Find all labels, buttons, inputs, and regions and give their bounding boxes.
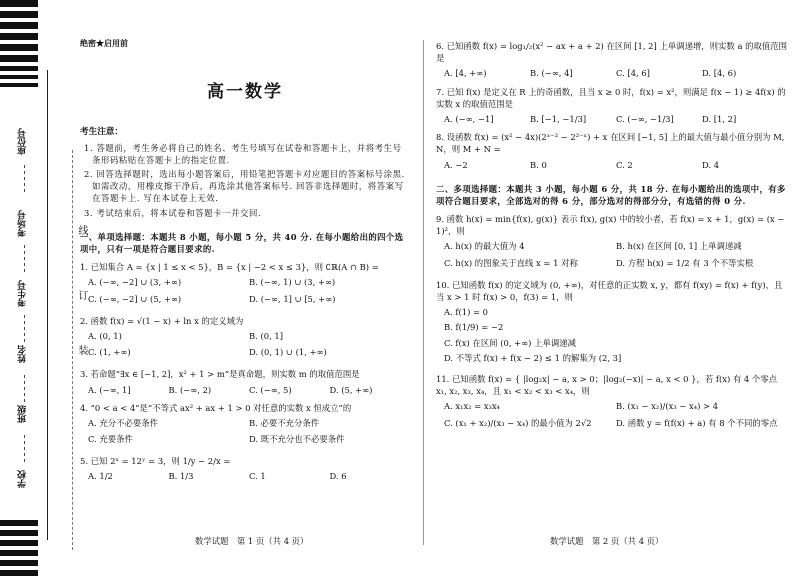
question-stem: 2. 函数 f(x) = √(1 − x) + ln x 的定义域为 [80, 315, 244, 326]
confidential-mark: 绝密★启用前 [80, 38, 128, 48]
answer-options [444, 113, 788, 125]
answer-option: B. (−∞, 2) [168, 384, 212, 395]
answer-option: A. (0, 1) [88, 330, 122, 341]
binding-line [47, 70, 48, 540]
answer-option: A. h(x) 的最大值为 4 [444, 241, 525, 252]
answer-options [444, 306, 788, 367]
answer-option: A. (−∞, −2] ∪ (3, +∞) [88, 277, 182, 288]
student-number-label: 考生号 [18, 280, 28, 307]
answer-option: D. 4 [702, 159, 720, 170]
page-divider [423, 40, 424, 545]
question-list [436, 40, 788, 171]
answer-option: C. 充要条件 [88, 434, 133, 445]
answer-option: B. 必要不充分条件 [249, 417, 320, 428]
answer-options [88, 384, 410, 396]
question-stem: 7. 已知 f(x) 是定义在 R 上的奇函数，且当 x ≥ 0 时，f(x) = x²，则满足 f(x − 1) ≥ 4f(x) 的实数 x 的取值范围是 [436, 86, 786, 109]
seal-char-line: 线 [76, 225, 87, 235]
answer-option: B. f(1/9) = −2 [444, 322, 504, 333]
answer-option: D. 不等式 f(x) + f(x − 2) ≤ 1 的解集为 (2, 3] [444, 352, 622, 363]
answer-options [444, 240, 788, 272]
answer-option: A. −2 [444, 159, 468, 170]
class-label: 班级 [18, 405, 28, 423]
question-stem: 8. 设函数 f(x) = (x² − 4x)(2ˣ⁻² − 2²⁻ˣ) + x 在区间 [−1, 5] 上的最大值与最小值分别为 M, N，则 M + N = [436, 132, 785, 155]
section-1-heading: 一、单项选择题：本题共 8 小题，每小题 5 分，共 40 分. 在每小题给出的四个选项中，只有一项是符合题目要求的. [80, 231, 404, 254]
question-stem: 4. “0 < a < 4”是“不等式 ax² + ax + 1 > 0 对任意的实数 x 恒成立”的 [80, 402, 352, 413]
answer-option: A. 1/2 [88, 471, 113, 482]
answer-option: A. (−∞, −1] [444, 113, 494, 124]
question-stem: 3. 若命题“∃x ∈ [−1, 2]，x² + 1 > m”是真命题，则实数 m 的取值范围是 [80, 369, 360, 380]
exam-room-label: 考场号 [18, 210, 28, 237]
answer-option: B. (−∞, 4] [530, 68, 573, 79]
answer-option: C. f(x) 在区间 (0, +∞) 上单调递减 [444, 337, 576, 348]
answer-options [88, 470, 410, 482]
answer-option: D. 函数 y = f(f(x) + a) 有 8 个不同的零点 [616, 417, 778, 428]
seal-char-ding: 订 [76, 290, 87, 300]
binding-margin [0, 0, 64, 579]
question-stem: 9. 函数 h(x) = min{f(x), g(x)} 表示 f(x), g(x) 中的较小者，若 f(x) = x + 1，g(x) = (x − 1)²，则 [436, 214, 785, 237]
answer-options [88, 417, 410, 449]
answer-option: C. (−∞, −1/3] [616, 113, 674, 124]
question-stem: 1. 已知集合 A = {x | 1 ≤ x < 5}，B = {x | −2 < x ≤ 3}，则 ∁ℝ(A ∩ B) = [80, 262, 379, 273]
exam-title: 高一数学 [207, 81, 283, 102]
answer-option: B. (−∞, 1) ∪ (3, +∞) [249, 277, 336, 288]
question-stem: 10. 已知函数 f(x) 的定义域为 (0, +∞)，对任意的正实数 x, y，都有 f(xy) = f(x) + f(y)，且当 x > 1 时 f(x) > 0，f(3) = 1，则 [436, 279, 783, 302]
answer-option: C. (x₁ + x₂)/(x₃ − x₄) 的最小值为 2√2 [444, 417, 592, 428]
answer-option: D. [1, 2] [702, 113, 737, 124]
question-stem: 5. 已知 2ˣ = 12ʸ = 3，则 1/y − 2/x = [80, 456, 231, 467]
answer-option: B. (x₁ − x₂)/(x₃ − x₄) > 4 [616, 401, 719, 412]
answer-option: D. (0, 1) ∪ (1, +∞) [249, 347, 327, 358]
school-label: 学校 [18, 470, 28, 488]
answer-option: C. 2 [616, 159, 633, 170]
question-list [80, 261, 410, 482]
seat-number-label: 座位号 [18, 128, 28, 155]
page-footer-right: 数学试题 第 2 页（共 4 页） [550, 536, 664, 546]
answer-option: C. (1, +∞) [88, 347, 131, 358]
answer-option: C. [4, 6] [616, 68, 650, 79]
answer-option: B. h(x) 在区间 [0, 1] 上单调递减 [616, 241, 742, 252]
answer-option: A. (−∞, 1] [88, 384, 131, 395]
answer-option: D. [4, 6) [702, 68, 737, 79]
answer-options [88, 276, 410, 308]
answer-option: D. (−∞, 1] ∪ [5, +∞) [249, 293, 336, 304]
answer-option: D. 既不充分也不必要条件 [249, 434, 345, 445]
answer-option: C. (−∞, 5) [249, 384, 292, 395]
question-list [436, 213, 788, 433]
seal-char-zhuang: 装 [76, 345, 87, 355]
section-2-heading: 二、多项选择题：本题共 3 小题，每小题 6 分，共 18 分. 在每小题给出的选项中，有多项符合题目要求，全部选对的得 6 分，部分选对的得部分分，有选错的得 0 分. [436, 183, 786, 206]
answer-option: B. 0 [530, 159, 547, 170]
answer-option: D. (5, +∞) [329, 384, 373, 395]
answer-option: A. [4, +∞) [444, 68, 487, 79]
name-label: 姓名 [18, 345, 28, 363]
notice-item: 1. 答题前，考生务必将自己的姓名、考生号填写在试卷和答题卡上，并将考生号条形码粘贴在答题卡上的指定位置. [84, 142, 402, 165]
answer-option: D. 方程 h(x) = 1/2 有 3 个不等实根 [616, 257, 754, 268]
answer-option: A. x₁x₂ = x₃x₄ [444, 401, 501, 412]
question-stem: 6. 已知函数 f(x) = log₁/₂(x² − ax + a + 2) 在区间 [1, 2] 上单调递增，则实数 a 的取值范围是 [436, 41, 788, 64]
answer-options [88, 330, 410, 362]
notice-item: 2. 回答选择题时，选出每小题答案后，用铅笔把答题卡对应题目的答案标号涂黑. 如需改动，用橡皮擦干净后，再选涂其他答案标号. 回答非选择题时，将答案写在答题卡上. 写在本试卷上无效. [84, 169, 405, 204]
answer-option: B. (0, 1] [249, 330, 283, 341]
answer-option: C. h(x) 的图象关于直线 x = 1 对称 [444, 257, 578, 268]
answer-option: A. 充分不必要条件 [88, 417, 158, 428]
answer-option: A. f(1) = 0 [444, 307, 489, 318]
page-footer-left: 数学试题 第 1 页（共 4 页） [195, 536, 309, 546]
question-stem: 11. 已知函数 f(x) = { |log₂x| − a, x > 0；|log₂(−x)| − a, x < 0 }，若 f(x) 有 4 个零点 x₁, x₂, x₃, x₄，且 x₁ < x₂ < x₃ < x₄，则 [436, 373, 778, 397]
answer-option: C. 1 [249, 471, 266, 482]
page-1 [80, 38, 410, 489]
cut-line [72, 150, 73, 550]
answer-option: B. [−1, −1/3] [530, 113, 587, 124]
page-2 [436, 40, 788, 439]
notice-block [80, 126, 410, 219]
answer-options [444, 159, 788, 171]
answer-option: C. (−∞, −2] ∪ (5, +∞) [88, 293, 182, 304]
answer-option: B. 1/3 [168, 471, 194, 482]
answer-options [444, 67, 788, 79]
answer-option: D. 6 [329, 471, 347, 482]
answer-options [444, 400, 788, 432]
notice-heading: 考生注意： [80, 127, 123, 138]
notice-item: 3. 考试结束后，将本试卷和答题卡一并交回. [84, 207, 262, 218]
